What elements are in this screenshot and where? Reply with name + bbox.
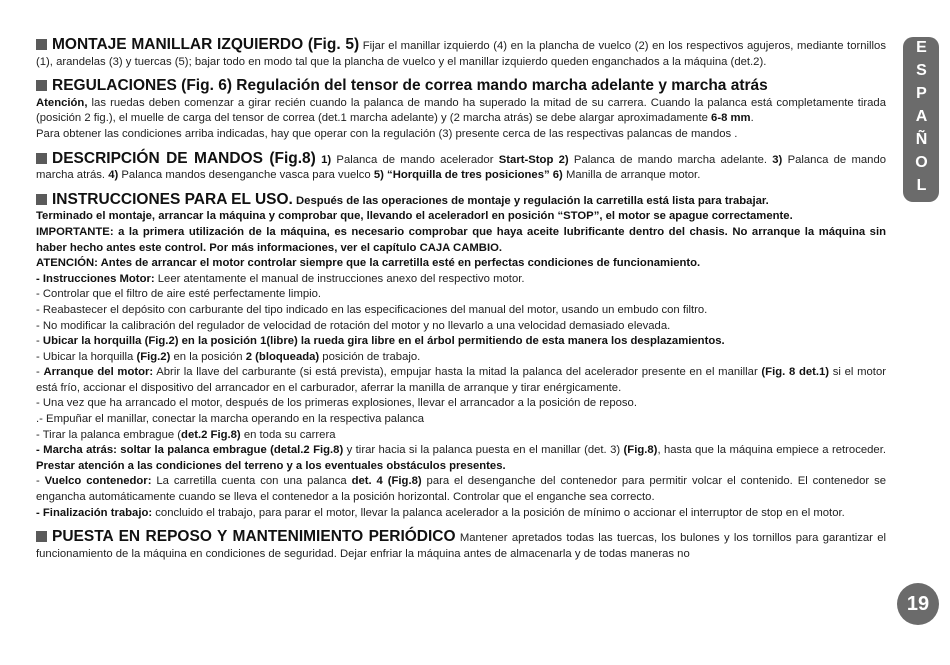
list-item: - Marcha atrás: soltar la palanca embrague (detal.2 Fig.8) y tirar hacia si la palanca puesta en el manillar (det. 3) (Fig.8), hasta que la máquina empiece a retroceder. Prestar atención a las condiciones del terreno y a los eventuales obstáculos presentes. — [36, 444, 886, 472]
section-mantenimiento: PUESTA EN REPOSO Y MANTENIMIENTO PERIÓDICO Mantener apretados todas las tuercas, los bulones y los tornillos para garantizar el funcionamiento de la máquina en condiciones de seguridad. Dejar enfriar la máquina antes de almacenarla y de todas maneras no — [36, 528, 886, 560]
square-bullet-icon — [36, 531, 47, 542]
section-montaje — [36, 37, 886, 70]
square-bullet-icon — [36, 153, 47, 164]
section-descripcion: DESCRIPCIÓN DE MANDOS (Fig.8) 1) Palanca de mando acelerador Start-Stop 2) Palanca de mando marcha adelante. 3) Palanca de mando marcha atrás. 4) Palanca mandos desenganche vasca para vuelco 5) “Horquilla de tres posiciones” 6) Manilla de arranque motor. — [36, 149, 887, 182]
page-number: 19 — [897, 583, 939, 625]
list-item: - Controlar que el filtro de aire esté perfectamente limpio. — [36, 288, 322, 301]
section-instrucciones: INSTRUCCIONES PARA EL USO. Después de las operaciones de montaje y regulación la carretilla está lista para trabajar. Terminado el montaje, arrancar la máquina y comprobar que, llevando el aceleradorl en posición “STOP”, el motor se apague correctamente. IMPORTANTE: a la primera utilización de la máquina, es necesario comprobar que haya aceite lubrificante dentro del chasis. No arranque la máquina sin haber hecho antes este control. Por más informaciones, ver el capítulo CAJA CAMBIO. ATENCIÓN: Antes de arrancar el motor controlar siempre que la carretilla esté en perfectas condiciones de funcionamiento. - Instrucciones Motor: Leer atentamente el manual de instrucciones anexo del respectivo motor. - Controlar que el filtro de aire esté perfectamente limpio. - Reabastecer el depósito con carburante del tipo indicado en las especificaciones del manual del motor, usando un embudo con filtro. - No modificar la calibración del regulador de velocidad de rotación del motor y no llevarlo a una velocidad demasiado elevada. - Ubicar la horquilla (Fig.2) en la posición 1(libre) la rueda gira libre en el árbol permitiendo de esta manera los desplazamientos. - Ubicar la horquilla (Fig.2) en la posición 2 (bloqueada) posición de trabajo. - Arranque del motor: Abrir la llave del carburante (si está prevista), empujar hasta la mitad la palanca del acelerador presente en el manillar (Fig. 8 det.1) si el motor está frío, accionar el dispositivo del arrancador en el carburador, aferrar la manilla de arranque y tirar enérgicamente. - Una vez que ha arrancado el motor, después de los primeras explosiones, llevar el arrancador a la posición de reposo. .- Empuñar el manillar, conectar la marcha operando en la respectiva palanca - Tirar la palanca embrague (det.2 Fig.8) en toda su carrera - Marcha atrás: soltar la palanca embrague (detal.2 Fig.8) y tirar hacia si la palanca puesta en el manillar (det. 3) (Fig.8), hasta que la máquina empiece a retroceder. Prestar atención a las condiciones del terreno y a los eventuales obstáculos presentes. - Vuelco contenedor: La carretilla cuenta con una palanca det. 4 (Fig.8) para el desenganche del contenedor para permitir volcar el contenido. El contenedor se engancha automáticamente cuando se lleva el contenedor a la posición horizontal. Controlar que el enganche sea correcto. - Finalización trabajo: concluido el trabajo, para parar el motor, llevar la palanca acelerador a la posición de mínimo o accionar el interruptor de stop en el motor. — [36, 192, 886, 521]
list-item: - Una vez que ha arrancado el motor, después de los primeras explosiones, llevar el arrancador a la posición de reposo. — [36, 397, 637, 410]
section-regulaciones — [36, 78, 886, 142]
list-item: - Ubicar la horquilla (Fig.2) en la posición 2 (bloqueada) posición de trabajo. — [36, 350, 421, 363]
list-item: - Ubicar la horquilla (Fig.2) en la posición 1(libre) la rueda gira libre en el árbol permitiendo de esta manera los desplazamientos. — [36, 335, 725, 348]
list-item: - Vuelco contenedor: La carretilla cuenta con una palanca det. 4 (Fig.8) para el desenganche del contenedor para permitir volcar el contenido. El contenedor se engancha automáticamente cuando se lleva el contenedor a la posición horizontal. Controlar que el enganche sea correcto. — [36, 475, 887, 504]
language-tab — [903, 37, 939, 202]
section-heading: PUESTA EN REPOSO Y MANTENIMIENTO PERIÓDICO — [52, 528, 456, 546]
list-item: - Reabastecer el depósito con carburante del tipo indicado en las especificaciones del manual del motor, usando un embudo con filtro. — [36, 303, 708, 316]
list-item: - Arranque del motor: Abrir la llave del carburante (si está prevista), empujar hasta la mitad la palanca del acelerador presente en el manillar (Fig. 8 det.1) si el motor está frío, accionar el dispositivo del arrancador en el carburador, aferrar la manilla de arranque y tirar enérgicamente. — [36, 366, 886, 394]
section-heading: DESCRIPCIÓN DE MANDOS (Fig.8) — [52, 149, 316, 167]
square-bullet-icon — [36, 39, 47, 50]
section-heading: INSTRUCCIONES PARA EL USO. — [52, 190, 293, 208]
list-item: - Instrucciones Motor: Leer atentamente el manual de instrucciones anexo del respectivo motor. — [36, 272, 525, 285]
list-item: .- Empuñar el manillar, conectar la marcha operando en la respectiva palanca — [36, 413, 425, 426]
square-bullet-icon — [36, 194, 47, 205]
section-text: Fijar el manillar izquierdo (4) en la plancha de vuelco (2) en los respectivos agujeros, mediante tornillos (1), arandelas (3) y tuercas (5); bajar todo en modo tal que la plancha de vuelco y el manillar izquierdo queden enganchados a la máquina (det.2). — [36, 40, 886, 68]
list-item: - Tirar la palanca embrague (det.2 Fig.8) en toda su carrera — [36, 428, 336, 441]
square-bullet-icon — [36, 80, 47, 91]
list-item: - Finalización trabajo: concluido el trabajo, para parar el motor, llevar la palanca acelerador a la posición de mínimo o accionar el interruptor de stop en el motor. — [36, 506, 845, 519]
language-label: ESPAÑOL — [913, 39, 930, 200]
document-body — [36, 37, 886, 570]
paragraph: Terminado el montaje, arrancar la máquina y comprobar que, llevando el aceleradorl en posición “STOP”, el motor se apague correctamente. — [36, 210, 793, 223]
paragraph: Atención, las ruedas deben comenzar a girar recién cuando la palanca de mando ha superado la mitad de su carrera. Cuando la palanca está completamente tirada (posición 2 fig.), el muelle de carga del tensor de correa (det.1 marcha adelante) y (2 marcha atrás) se debe alargar aproximadamente 6-8 mm. — [36, 96, 886, 125]
paragraph: IMPORTANTE: a la primera utilización de la máquina, es necesario comprobar que haya aceite lubrificante dentro del chasis. No arranque la máquina sin haber hecho antes este control. Por más informaciones, ver el capítulo CAJA CAMBIO. — [36, 225, 886, 254]
paragraph: ATENCIÓN: Antes de arrancar el motor controlar siempre que la carretilla esté en perfectas condiciones de funcionamiento. — [36, 257, 701, 270]
paragraph: Para obtener las condiciones arriba indicadas, hay que operar con la regulación (3) presente cerca de las respectivas palancas de mandos . — [36, 127, 738, 140]
list-item: - No modificar la calibración del regulador de velocidad de rotación del motor y no llevarlo a una velocidad demasiado elevada. — [36, 319, 671, 332]
section-heading: MONTAJE MANILLAR IZQUIERDO (Fig. 5) — [52, 36, 360, 53]
section-heading: REGULACIONES (Fig. 6) Regulación del tensor de correa mando marcha adelante y marcha atrás — [52, 77, 768, 95]
